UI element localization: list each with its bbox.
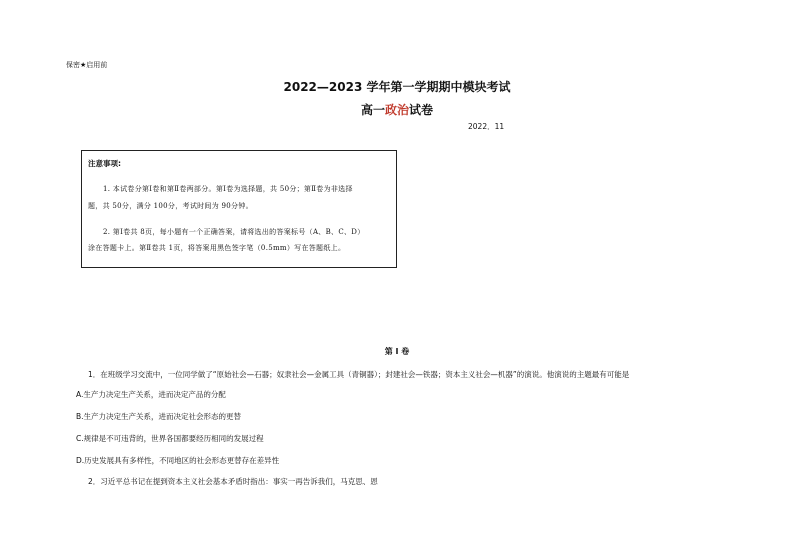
notice-line-2: 题，共 50分，满分 100分，考试时间为 90分钟。: [88, 202, 253, 210]
exam-title: 2022—2023 学年第一学期期中模块考试: [283, 80, 511, 94]
notice-line-3: 2. 第Ⅰ卷共 8页，每小题有一个正确答案，请将选出的答案标号（A、B、C、D）: [103, 228, 365, 236]
option-a: A.生产力决定生产关系，进而决定产品的分配: [76, 390, 226, 399]
subtitle-suffix: 试卷: [409, 103, 434, 117]
question-2: 2．习近平总书记在提到资本主义社会基本矛盾时指出：事实一再告诉我们，马克思、恩: [88, 477, 378, 486]
subtitle-subject: 政治: [384, 103, 409, 117]
option-d: D.历史发展具有多样性，不同地区的社会形态更替存在差异性: [76, 456, 280, 465]
exam-subtitle: [0, 101, 794, 118]
notice-line-4: 涂在答题卡上。第Ⅱ卷共 1页，将答案用黑色签字笔（0.5mm）写在答题纸上。: [88, 244, 346, 252]
notice-line-1: 1. 本试卷分第Ⅰ卷和第Ⅱ卷两部分。第Ⅰ卷为选择题，共 50分；第Ⅱ卷为非选择: [103, 185, 353, 193]
confidential-label: 保密★启用前: [66, 61, 108, 69]
section-title: 第 I 卷: [384, 347, 410, 356]
question-1: 1．在班级学习交流中，一位同学做了“原始社会—石器；奴隶社会—金属工具（青铜器）；封建社会—铁器；资本主义社会—机器”的演说。他演说的主题最有可能是: [88, 370, 630, 379]
option-c: C.规律是不可违背的，世界各国都要经历相同的发展过程: [76, 434, 264, 443]
subtitle-prefix: 高一: [360, 103, 385, 117]
notice-title: 注意事项:: [88, 159, 121, 168]
exam-date: 2022．11: [468, 122, 505, 131]
option-b: B.生产力决定生产关系，进而决定社会形态的更替: [76, 412, 242, 421]
